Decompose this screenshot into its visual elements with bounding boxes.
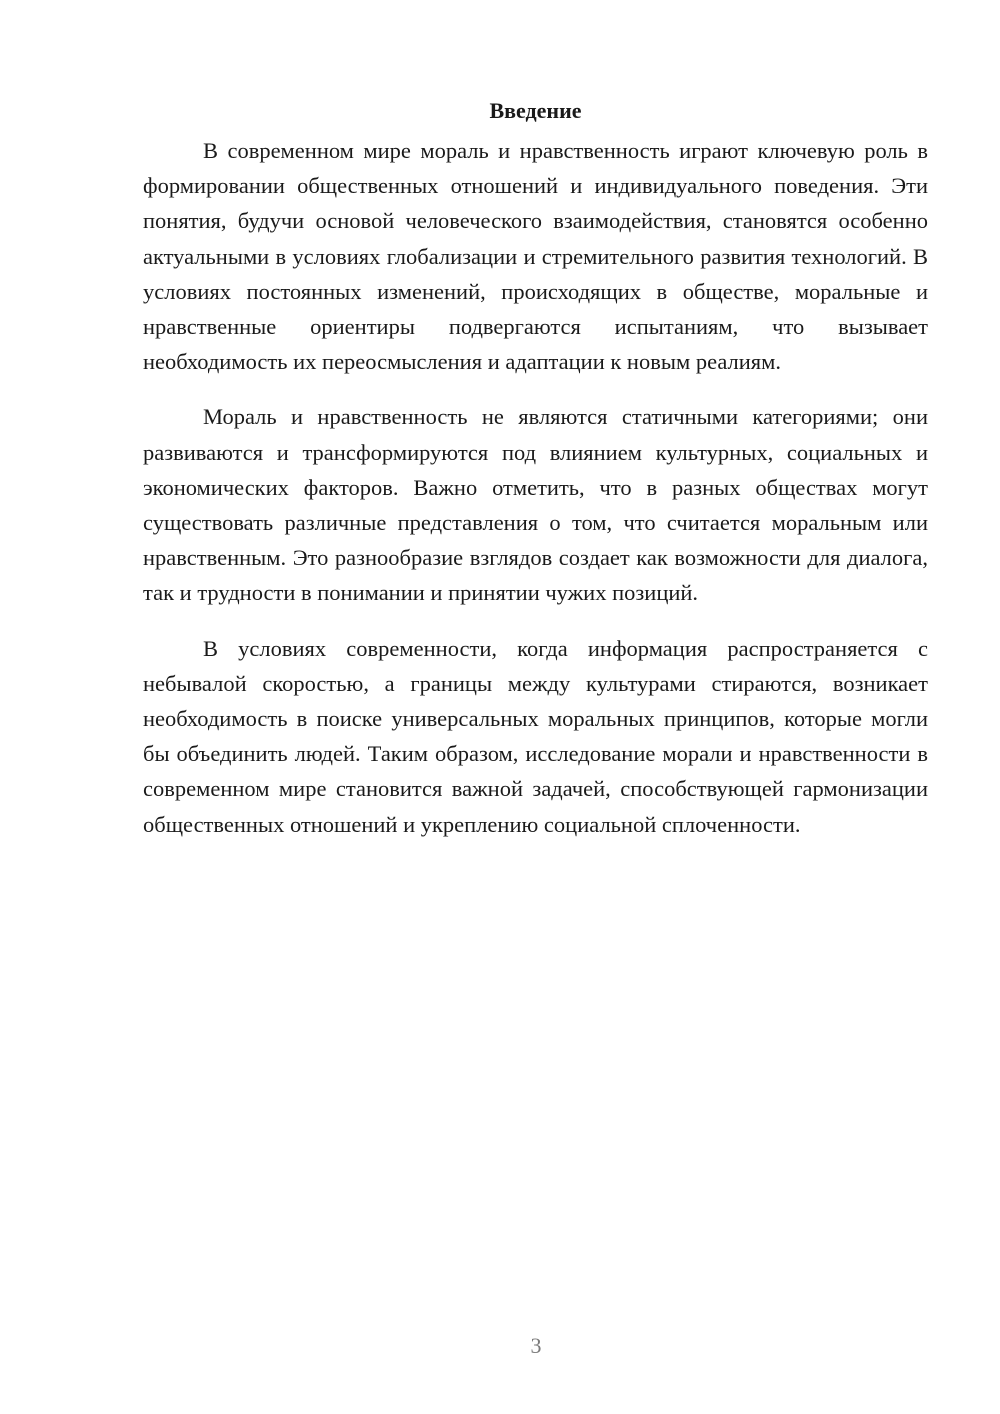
page-title: Введение	[489, 98, 582, 123]
page-number: 3	[530, 1333, 542, 1358]
page-content	[143, 93, 928, 862]
paragraph-1: В современном мире мораль и нравственность играют ключевую роль в формировании общественных отношений и индивидуального поведения. Эти понятия, будучи основой человеческого взаимодействия, становятся особенно актуальными в условиях глобализации и стремительного развития технологий. В условиях постоянных изменений, происходящих в обществе, моральные и нравственные ориентиры подвергаются испытаниям, что вызывает необходимость их переосмысления и адаптации к новым реалиям.	[143, 138, 928, 375]
paragraph-3: В условиях современности, когда информация распространяется с небывалой скоростью, а границы между культурами стираются, возникает необходимость в поиске универсальных моральных принципов, которые могли бы объединить людей. Таким образом, исследование морали и нравственности в современном мире становится важной задачей, способствующей гармонизации общественных отношений и укреплению социальной сплоченности.	[143, 635, 928, 837]
paragraph-2: Мораль и нравственность не являются статичными категориями; они развиваются и трансформируются под влиянием культурных, социальных и экономических факторов. Важно отметить, что в разных обществах могут существовать различные представления о том, что считается моральным или нравственным. Это разнообразие взглядов создает как возможности для диалога, так и трудности в понимании и принятии чужих позиций.	[143, 404, 928, 606]
